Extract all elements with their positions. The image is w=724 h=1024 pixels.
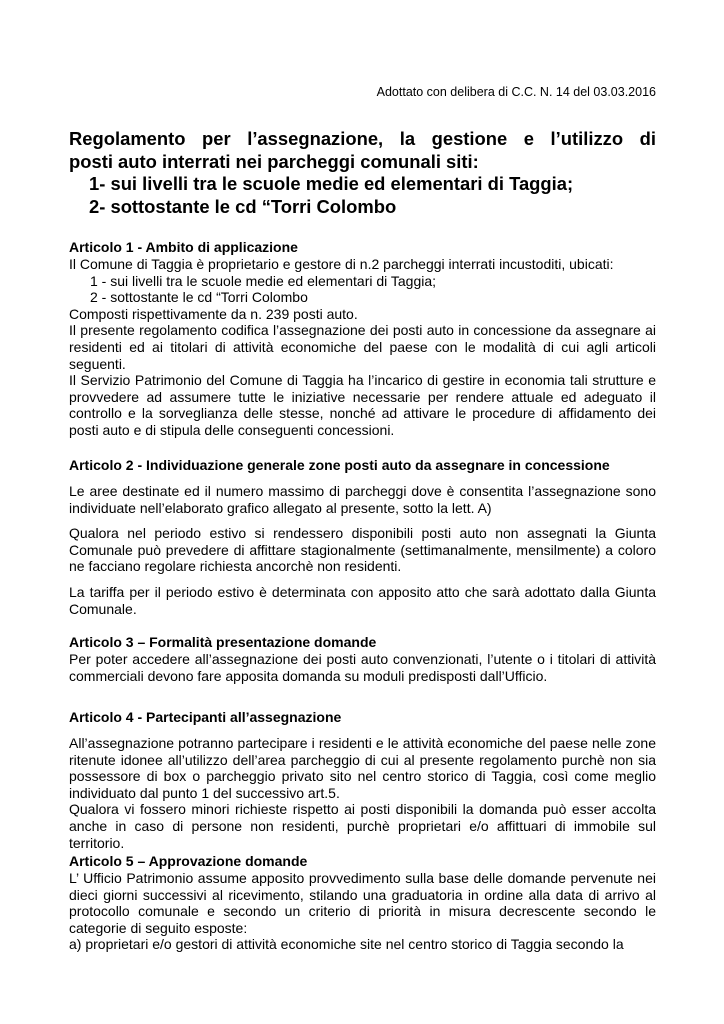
- article-4-paragraph: All’assegnazione potranno partecipare i residenti e le attività economiche del paese nelle zone ritenute idonee all’utilizzo dell’area parcheggio di cui al presente regolamento purchè non sia possessore di box o parcheggio privato sito nel centro storico di Taggia, così come meglio individuato dal punto 1 del successivo art.5.: [69, 735, 656, 801]
- article-2-paragraph: La tariffa per il periodo estivo è determinata con apposito atto che sarà adottato dalla Giunta Comunale.: [69, 583, 656, 617]
- article-5-paragraph: a) proprietari e/o gestori di attività economiche site nel centro storico di Taggia secondo la: [69, 936, 624, 953]
- article-2-heading: Articolo 2 - Individuazione generale zone posti auto da assegnare in concessione: [69, 457, 610, 473]
- adoption-note: Adottato con delibera di C.C. N. 14 del 03.03.2016: [376, 85, 656, 99]
- article-1-list-item: 1 - sui livelli tra le scuole medie ed elementari di Taggia;: [90, 272, 437, 289]
- article-4-heading: Articolo 4 - Partecipanti all’assegnazione: [69, 709, 342, 725]
- title-item-2: 2- sottostante le cd “Torri Colombo: [89, 195, 397, 217]
- article-2: [69, 457, 656, 617]
- article-1-paragraph: Il Comune di Taggia è proprietario e gestore di n.2 parcheggi interrati incustoditi, ubicati:: [69, 256, 614, 272]
- article-4: [69, 709, 656, 851]
- article-5-heading: Articolo 5 – Approvazione domande: [69, 853, 308, 869]
- article-5: [69, 853, 656, 953]
- title-item-1: 1- sui livelli tra le scuole medie ed elementari di Taggia;: [89, 173, 574, 194]
- article-3-paragraph: Per poter accedere all’assegnazione dei posti auto convenzionati, l’utente o i titolari di attività commerciali devono fare apposita domanda su moduli predisposti dall’Ufficio.: [69, 651, 656, 684]
- article-1-list-item: 2 - sottostante le cd “Torri Colombo: [90, 289, 308, 306]
- document-title: [69, 128, 656, 218]
- article-1: [69, 239, 656, 439]
- article-1-paragraph: Il Servizio Patrimonio del Comune di Taggia ha l’incarico di gestire in economia tali strutture e provvedere ad assumere tutte le iniziative necessarie per rendere attuale ed adeguato il controllo e la sorveglianza delle stesse, nonché ad attivare le procedure di affidamento dei posti auto e di stipula delle conseguenti concessioni.: [69, 372, 656, 438]
- article-4-paragraph: Qualora vi fossero minori richieste rispetto ai posti disponibili la domanda può esser accolta anche in caso di persone non residenti, purchè proprietari e/o affittuari di immobile sul territorio.: [69, 801, 656, 851]
- article-2-paragraph: Qualora nel periodo estivo si rendessero disponibili posti auto non assegnati la Giunta Comunale può prevedere di affittare stagionalmente (settimanalmente, mensilmente) a coloro ne facciano regolare richiesta ancorchè non residenti.: [69, 525, 656, 575]
- title-line-1: Regolamento per l’assegnazione, la gestione e l’utilizzo di: [69, 128, 656, 149]
- article-3: [69, 634, 656, 684]
- article-1-heading: Articolo 1 - Ambito di applicazione: [69, 239, 298, 255]
- article-3-heading: Articolo 3 – Formalità presentazione domande: [69, 634, 377, 650]
- article-1-paragraph: Composti rispettivamente da n. 239 posti auto.: [69, 305, 358, 322]
- title-line-2: posti auto interrati nei parcheggi comunali siti:: [69, 150, 479, 172]
- article-1-paragraph: Il presente regolamento codifica l’assegnazione dei posti auto in concessione da assegnare ai residenti ed ai titolari di attività economiche del paese con le modalità di cui agli articoli seguenti.: [69, 322, 656, 372]
- article-5-paragraph: L’ Ufficio Patrimonio assume apposito provvedimento sulla base delle domande pervenute nei dieci giorni successivi al ricevimento, stilando una graduatoria in ordine alla data di arrivo al protocollo comunale e secondo un criterio di priorità in misura decrescente secondo le categorie di seguito esposte:: [69, 870, 656, 936]
- article-2-paragraph: Le aree destinate ed il numero massimo di parcheggi dove è consentita l’assegnazione sono individuate nell’elaborato grafico allegato al presente, sotto la lett. A): [69, 483, 656, 516]
